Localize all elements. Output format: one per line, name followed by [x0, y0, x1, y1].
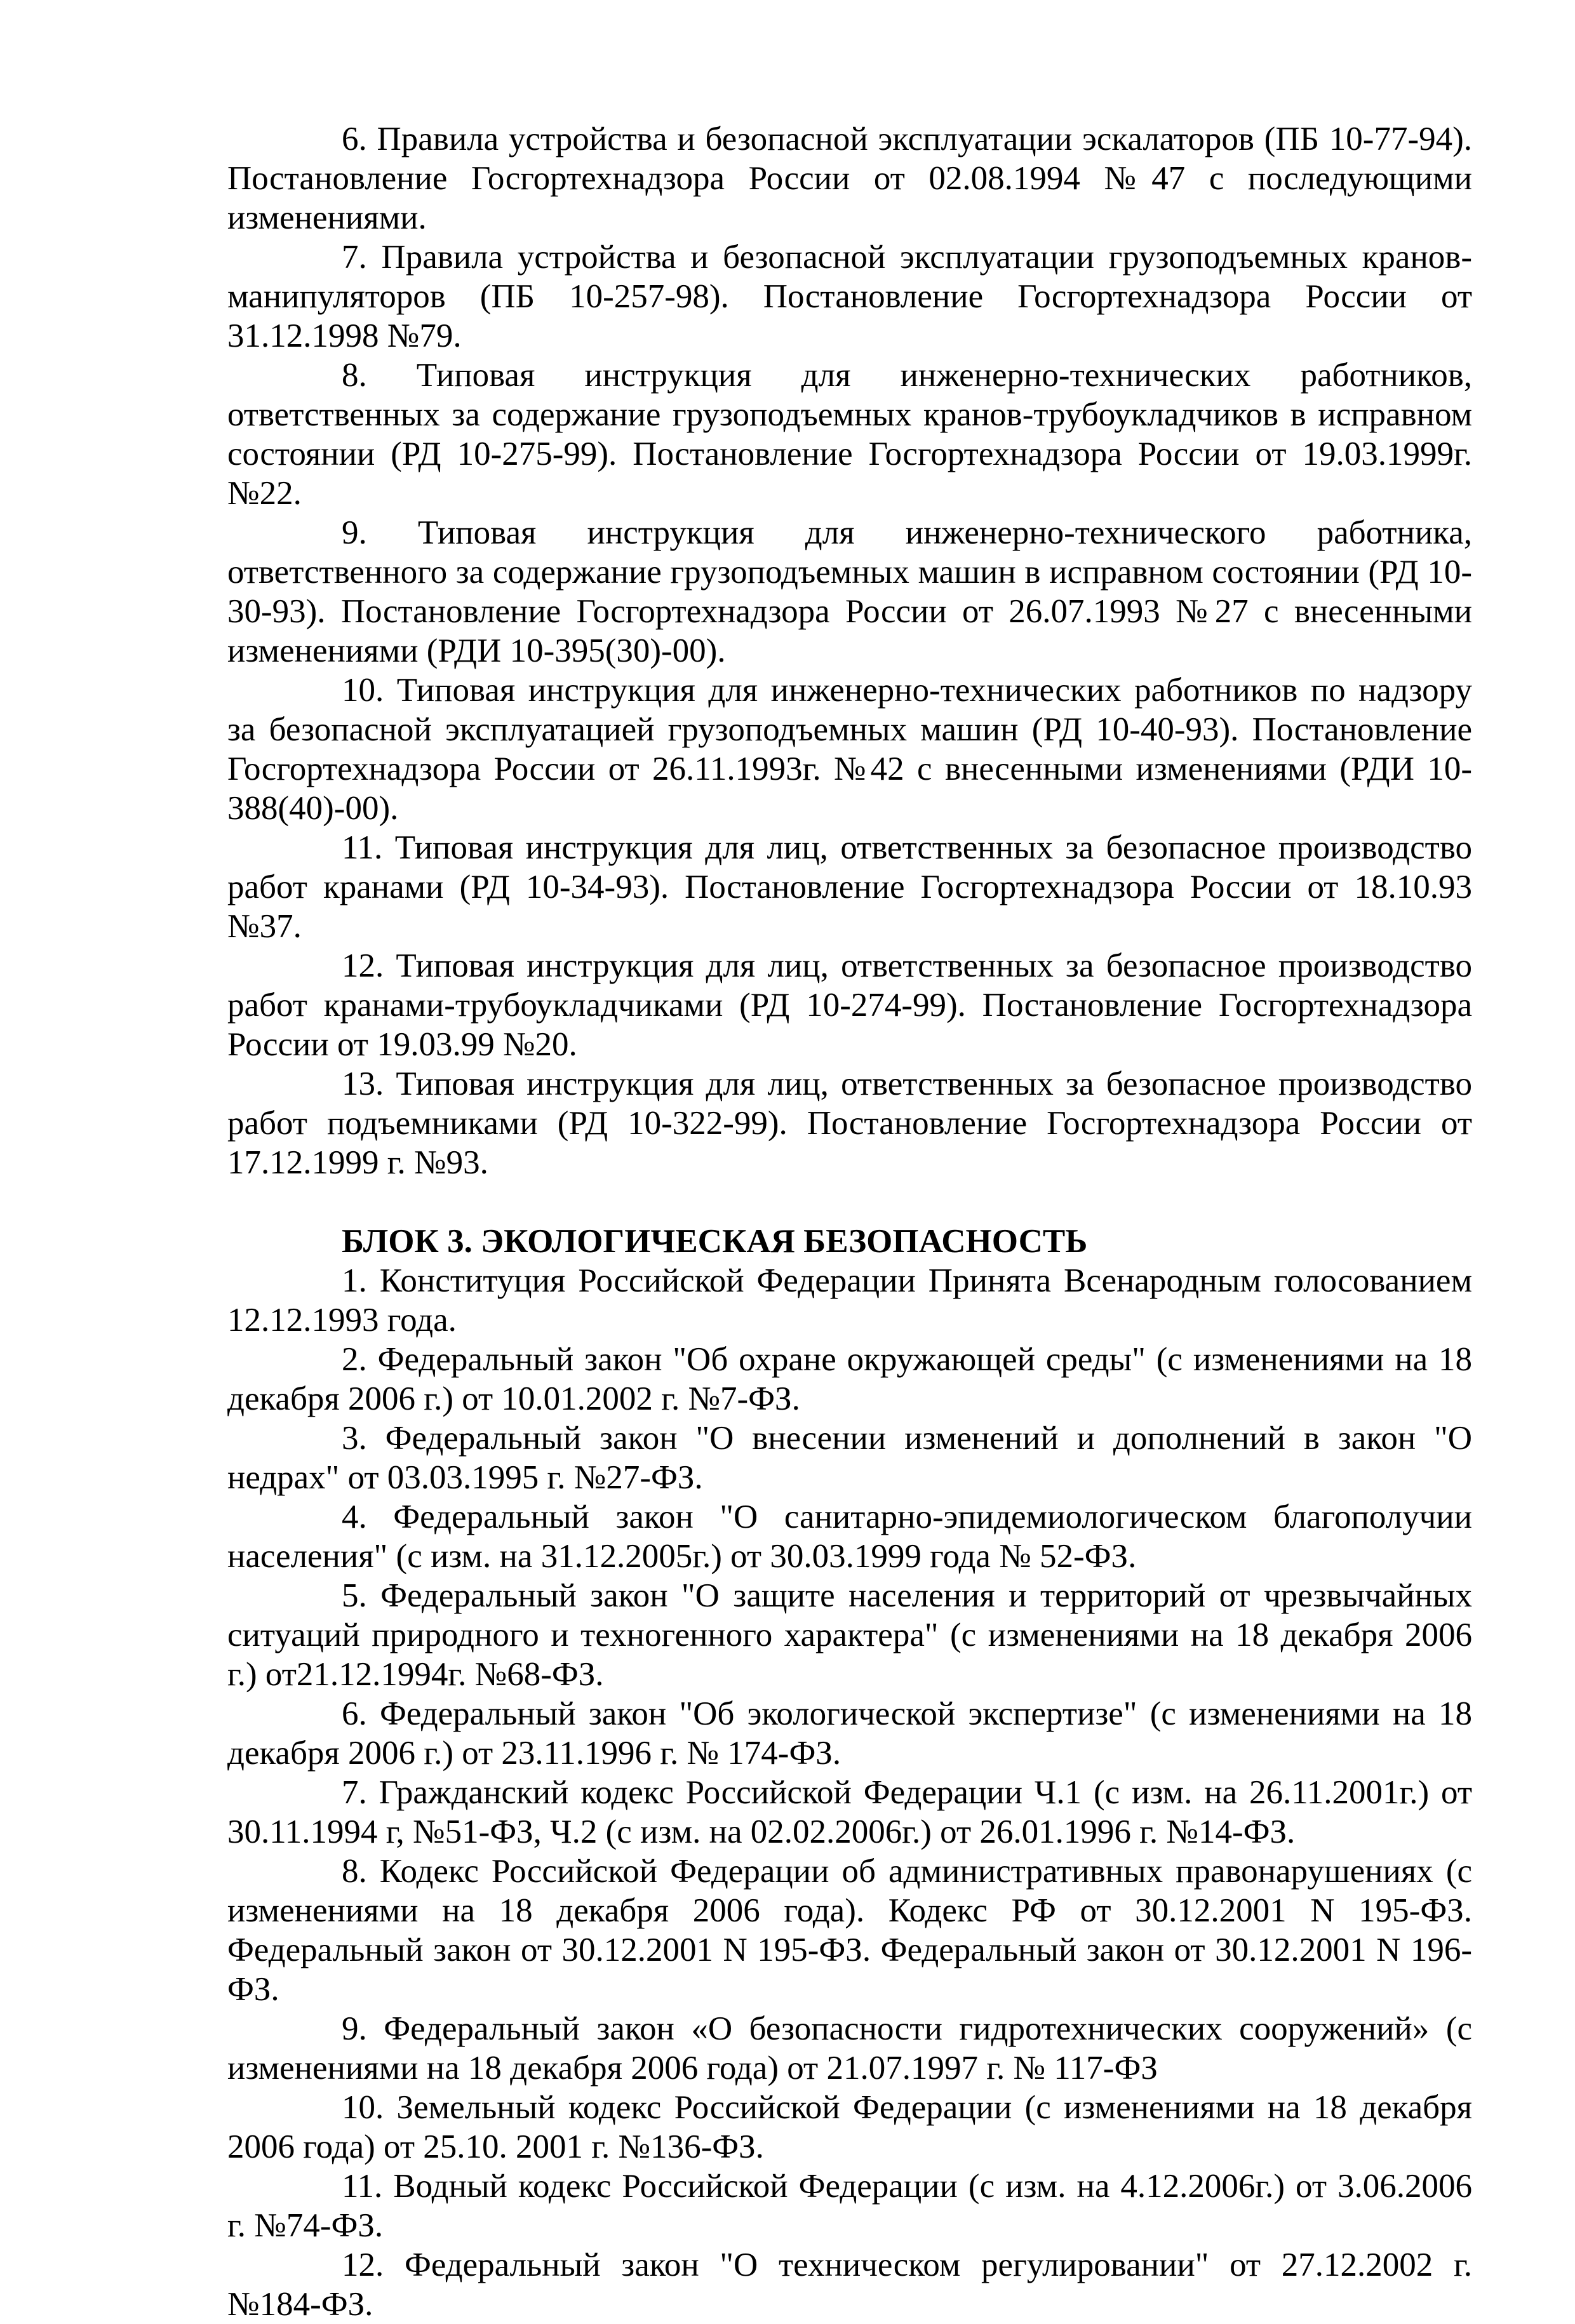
list-item: 9. Федеральный закон «О безопасности гидротехнических сооружений» (с изменениями на 18 декабря 2006 года) от 21.07.1997 г. № 117-ФЗ	[227, 2010, 1472, 2087]
list-item: 8. Кодекс Российской Федерации об административных правонарушениях (с изменениями на 18 декабря 2006 года). Кодекс РФ от 30.12.2001 N 195-ФЗ. Федеральный закон от 30.12.2001 N 195-ФЗ. Федеральный закон от 30.12.2001 N 196-ФЗ.	[227, 1853, 1472, 2008]
section-heading: БЛОК 3. ЭКОЛОГИЧЕСКАЯ БЕЗОПАСНОСТЬ	[342, 1223, 1088, 1260]
document-page	[227, 119, 1472, 2324]
list-item: 8. Типовая инструкция для инженерно-технических работников, ответственных за содержание грузоподъемных кранов-трубоукладчиков в исправном состоянии (РД 10-275-99). Постановление Госгортехнадзора России от 19.03.1999г. №22.	[227, 357, 1472, 512]
list-item: 2. Федеральный закон "Об охране окружающей среды" (с изменениями на 18 декабря 2006 г.) от 10.01.2002 г. №7-ФЗ.	[227, 1341, 1472, 1417]
list-item: 4. Федеральный закон "О санитарно-эпидемиологическом благополучии населения" (с изм. на 31.12.2005г.) от 30.03.1999 года № 52-ФЗ.	[227, 1499, 1472, 1575]
list-item: 9. Типовая инструкция для инженерно-технического работника, ответственного за содержание грузоподъемных машин в исправном состоянии (РД 10-30-93). Постановление Госгортехнадзора России от 26.07.1993 №27 с внесенными изменениями (РДИ 10-395(30)-00).	[227, 514, 1472, 669]
list-item: 7. Гражданский кодекс Российской Федерации Ч.1 (с изм. на 26.11.2001г.) от 30.11.1994 г, №51-ФЗ, Ч.2 (с изм. на 02.02.2006г.) от 26.01.1996 г. №14-ФЗ.	[227, 1774, 1472, 1850]
list-item: 10. Типовая инструкция для инженерно-технических работников по надзору за безопасной эксплуатацией грузоподъемных машин (РД 10-40-93). Постановление Госгортехнадзора России от 26.11.1993г. №42 с внесенными изменениями (РДИ 10-388(40)-00).	[227, 672, 1472, 827]
list-item: 11. Водный кодекс Российской Федерации (с изм. на 4.12.2006г.) от 3.06.2006 г. №74-ФЗ.	[227, 2168, 1472, 2244]
list-item: 13. Типовая инструкция для лиц, ответственных за безопасное производство работ подъемниками (РД 10-322-99). Постановление Госгортехнадзора России от 17.12.1999 г. №93.	[227, 1065, 1472, 1181]
list-item: 12. Федеральный закон "О техническом регулировании" от 27.12.2002 г. №184-ФЗ.	[227, 2247, 1472, 2323]
block2-list	[227, 119, 1472, 1182]
list-item: 10. Земельный кодекс Российской Федерации (с изменениями на 18 декабря 2006 года) от 25.10. 2001 г. №136-ФЗ.	[227, 2089, 1472, 2165]
list-item: 7. Правила устройства и безопасной эксплуатации грузоподъемных кранов-манипуляторов (ПБ 10-257-98). Постановление Госгортехнадзора России от 31.12.1998 №79.	[227, 239, 1472, 354]
list-item: 3. Федеральный закон "О внесении изменений и дополнений в закон "О недрах" от 03.03.1995 г. №27-ФЗ.	[227, 1420, 1472, 1496]
block3-list	[227, 1261, 1472, 2324]
list-item: 12. Типовая инструкция для лиц, ответственных за безопасное производство работ кранами-трубоукладчиками (РД 10-274-99). Постановление Госгортехнадзора России от 19.03.99 №20.	[227, 947, 1472, 1063]
list-item: 6. Правила устройства и безопасной эксплуатации эскалаторов (ПБ 10-77-94). Постановление Госгортехнадзора России от 02.08.1994 №47 с последующими изменениями.	[227, 121, 1472, 236]
list-item: 6. Федеральный закон "Об экологической экспертизе" (с изменениями на 18 декабря 2006 г.) от 23.11.1996 г. № 174-ФЗ.	[227, 1695, 1472, 1772]
list-item: 5. Федеральный закон "О защите населения и территорий от чрезвычайных ситуаций природного и техногенного характера" (с изменениями на 18 декабря 2006 г.) от21.12.1994г. №68-ФЗ.	[227, 1577, 1472, 1693]
list-item: 1. Конституция Российской Федерации Принята Всенародным голосованием 12.12.1993 года.	[227, 1262, 1472, 1339]
list-item: 11. Типовая инструкция для лиц, ответственных за безопасное производство работ кранами (РД 10-34-93). Постановление Госгортехнадзора России от 18.10.93 №37.	[227, 829, 1472, 945]
